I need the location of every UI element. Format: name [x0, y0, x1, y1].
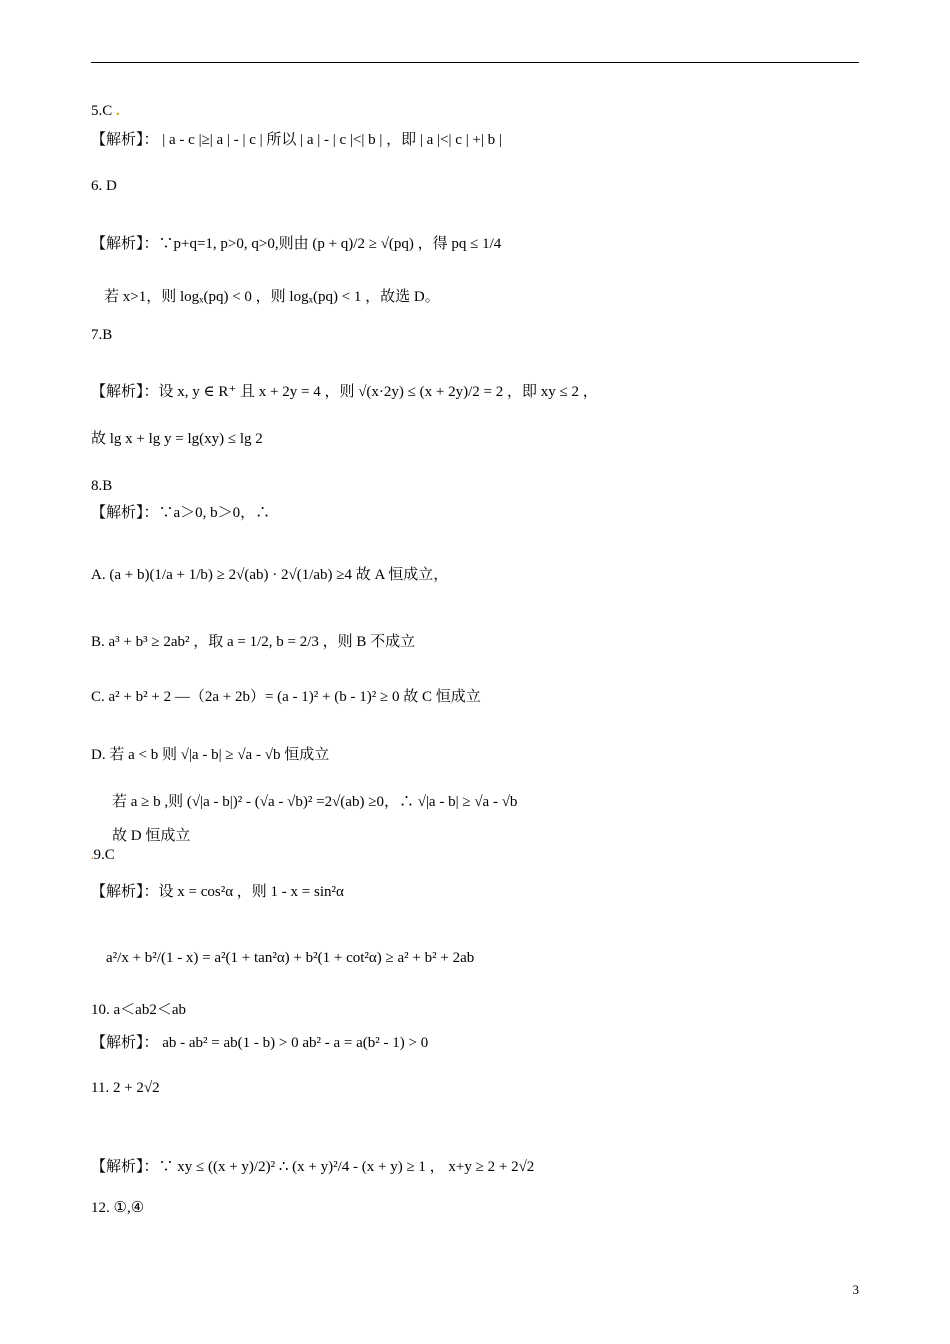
- q8-option-d-case: 若 a ≥ b ,则 (√|a - b|)² - (√a - √b)² =2√(ab) ≥0，∴ √|a - b| ≥ √a - √b: [112, 794, 518, 810]
- q9-answer: .9.C: [91, 847, 115, 863]
- q9-derivation: a²/x + b²/(1 - x) = a²(1 + tan²α) + b²(1 + cot²α) ≥ a² + b² + 2ab: [106, 950, 475, 966]
- q6-conclusion: 若 x>1，则 logₓ(pq) < 0 ，则 logₓ(pq) < 1 ，故选 D。: [104, 289, 440, 305]
- q5-explanation: 【解析】： | a - c |≥| a | - | c | 所以 | a | - | c |<| b | ，即 | a |<| c | +| b |: [91, 132, 502, 148]
- q6-explanation: 【解析】：∵p+q=1, p>0, q>0,则由 (p + q)/2 ≥ √(pq) ，得 pq ≤ 1/4: [91, 236, 502, 252]
- q10-explanation: 【解析】： ab - ab² = ab(1 - b) > 0 ab² - a = a(b² - 1) > 0: [91, 1035, 429, 1051]
- page-number: 3: [852, 1282, 859, 1297]
- q8-intro: 【解析】：∵a＞0, b＞0，∴: [91, 505, 271, 521]
- q12-answer: 12. ①,④: [91, 1200, 145, 1216]
- q7-answer: 7.B: [91, 327, 113, 343]
- q8-answer: 8.B: [91, 478, 113, 494]
- q7-explanation: 【解析】：设 x, y ∈ R⁺ 且 x + 2y = 4 ，则 √(x·2y) ≤ (x + 2y)/2 = 2 ，即 xy ≤ 2 ，: [91, 384, 598, 400]
- q11-explanation: 【解析】：∵ xy ≤ ((x + y)/2)² ∴ (x + y)²/4 - (x + y) ≥ 1 ， x+y ≥ 2 + 2√2: [91, 1159, 535, 1175]
- q8-option-d: D. 若 a < b 则 √|a - b| ≥ √a - √b 恒成立: [91, 747, 330, 763]
- q8-option-b: B. a³ + b³ ≥ 2ab² ，取 a = 1/2, b = 2/3 ，则 B 不成立: [91, 634, 416, 650]
- q8-option-d-conclusion: 故 D 恒成立: [112, 828, 191, 844]
- q5-answer: 5.C .: [91, 103, 120, 119]
- q6-answer: 6. D: [91, 178, 117, 194]
- q8-option-a: A. (a + b)(1/a + 1/b) ≥ 2√(ab) · 2√(1/ab) ≥4 故 A 恒成立，: [91, 567, 449, 583]
- q8-option-c: C. a² + b² + 2 —（2a + 2b）= (a - 1)² + (b - 1)² ≥ 0 故 C 恒成立: [91, 689, 481, 705]
- q11-answer: 11. 2 + 2√2: [91, 1080, 160, 1096]
- q7-conclusion: 故 lg x + lg y = lg(xy) ≤ lg 2: [91, 431, 263, 447]
- header-rule: [91, 62, 859, 63]
- q9-explanation: 【解析】：设 x = cos²α ，则 1 - x = sin²α: [91, 884, 344, 900]
- q10-answer: 10. a＜ab2＜ab: [91, 1002, 186, 1018]
